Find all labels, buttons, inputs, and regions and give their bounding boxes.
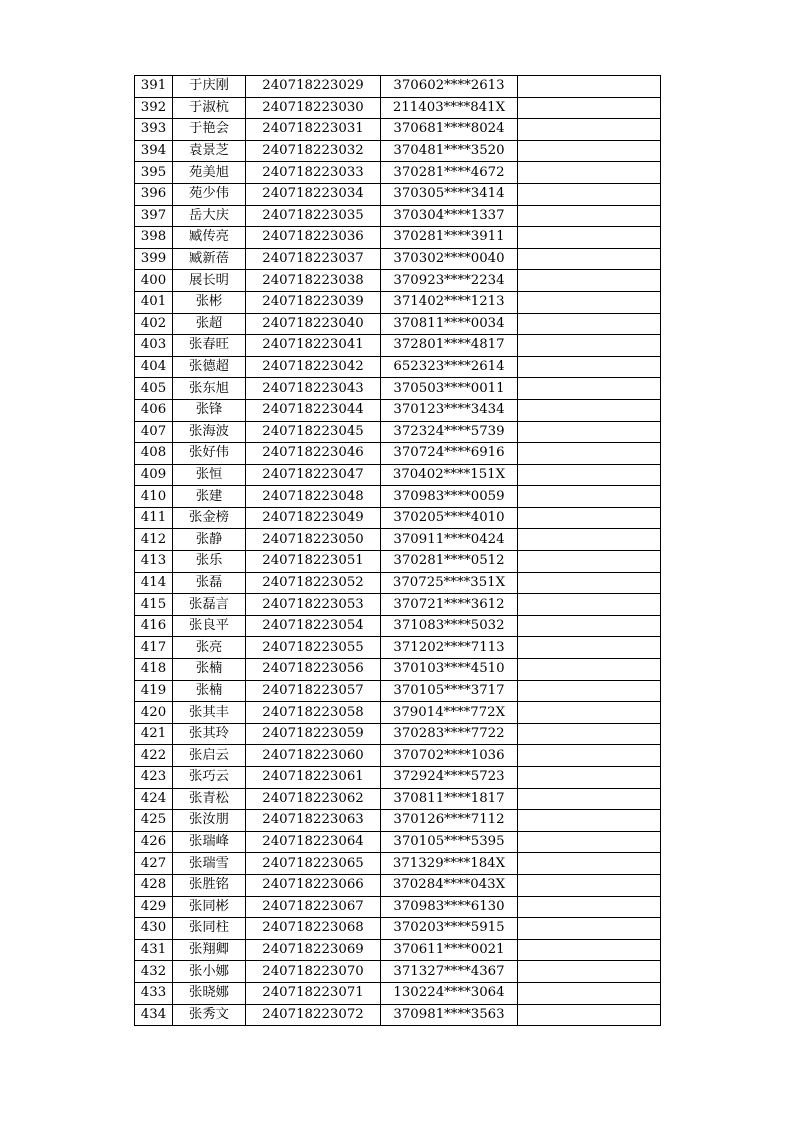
id-number-cell: 370302****0040 <box>381 248 518 270</box>
name-cell: 张楠 <box>173 680 246 702</box>
id-number-cell: 370702****1036 <box>381 745 518 767</box>
serial-number-cell: 433 <box>135 982 173 1004</box>
serial-number-cell: 418 <box>135 659 173 681</box>
name-cell: 苑少伟 <box>173 183 246 205</box>
ticket-number-cell: 240718223068 <box>246 918 381 940</box>
id-number-cell: 370725****351X <box>381 572 518 594</box>
ticket-number-cell: 240718223031 <box>246 119 381 141</box>
name-cell: 张良平 <box>173 615 246 637</box>
remarks-cell <box>518 421 661 443</box>
ticket-number-cell: 240718223030 <box>246 97 381 119</box>
ticket-number-cell: 240718223060 <box>246 745 381 767</box>
remarks-cell <box>518 335 661 357</box>
name-cell: 张汝朋 <box>173 810 246 832</box>
ticket-number-cell: 240718223062 <box>246 788 381 810</box>
remarks-cell <box>518 486 661 508</box>
table-row <box>135 831 661 853</box>
name-cell: 张巧云 <box>173 767 246 789</box>
ticket-number-cell: 240718223052 <box>246 572 381 594</box>
serial-number-cell: 407 <box>135 421 173 443</box>
serial-number-cell: 403 <box>135 335 173 357</box>
ticket-number-cell: 240718223034 <box>246 183 381 205</box>
table-row <box>135 637 661 659</box>
table-row <box>135 1004 661 1026</box>
serial-number-cell: 399 <box>135 248 173 270</box>
table-row <box>135 551 661 573</box>
table-row <box>135 378 661 400</box>
serial-number-cell: 421 <box>135 723 173 745</box>
remarks-cell <box>518 76 661 98</box>
name-cell: 张彬 <box>173 291 246 313</box>
remarks-cell <box>518 659 661 681</box>
remarks-cell <box>518 594 661 616</box>
remarks-cell <box>518 1004 661 1026</box>
remarks-cell <box>518 529 661 551</box>
name-cell: 张磊言 <box>173 594 246 616</box>
serial-number-cell: 428 <box>135 874 173 896</box>
serial-number-cell: 420 <box>135 702 173 724</box>
table-row <box>135 205 661 227</box>
id-number-cell: 370203****5915 <box>381 918 518 940</box>
id-number-cell: 652323****2614 <box>381 356 518 378</box>
id-number-cell: 370281****3911 <box>381 227 518 249</box>
remarks-cell <box>518 205 661 227</box>
ticket-number-cell: 240718223070 <box>246 961 381 983</box>
table-row <box>135 702 661 724</box>
id-number-cell: 130224****3064 <box>381 982 518 1004</box>
remarks-cell <box>518 572 661 594</box>
table-row <box>135 615 661 637</box>
table-row <box>135 443 661 465</box>
id-number-cell: 370983****6130 <box>381 896 518 918</box>
remarks-cell <box>518 140 661 162</box>
table-row <box>135 982 661 1004</box>
serial-number-cell: 410 <box>135 486 173 508</box>
name-cell: 张其丰 <box>173 702 246 724</box>
remarks-cell <box>518 356 661 378</box>
name-cell: 张晓娜 <box>173 982 246 1004</box>
id-number-cell: 370611****0021 <box>381 939 518 961</box>
ticket-number-cell: 240718223046 <box>246 443 381 465</box>
id-number-cell: 370923****2234 <box>381 270 518 292</box>
ticket-number-cell: 240718223051 <box>246 551 381 573</box>
name-cell: 张海波 <box>173 421 246 443</box>
table-row <box>135 594 661 616</box>
id-number-cell: 379014****772X <box>381 702 518 724</box>
id-number-cell: 370602****2613 <box>381 76 518 98</box>
table-row <box>135 421 661 443</box>
serial-number-cell: 411 <box>135 507 173 529</box>
ticket-number-cell: 240718223071 <box>246 982 381 1004</box>
serial-number-cell: 396 <box>135 183 173 205</box>
remarks-cell <box>518 680 661 702</box>
table-row <box>135 529 661 551</box>
table-row <box>135 680 661 702</box>
name-cell: 臧传亮 <box>173 227 246 249</box>
id-number-cell: 370981****3563 <box>381 1004 518 1026</box>
table-row <box>135 313 661 335</box>
id-number-cell: 371329****184X <box>381 853 518 875</box>
serial-number-cell: 406 <box>135 399 173 421</box>
remarks-cell <box>518 615 661 637</box>
table-row <box>135 723 661 745</box>
table-row <box>135 162 661 184</box>
name-cell: 张同彬 <box>173 896 246 918</box>
remarks-cell <box>518 745 661 767</box>
name-cell: 张锋 <box>173 399 246 421</box>
serial-number-cell: 432 <box>135 961 173 983</box>
table-row <box>135 227 661 249</box>
id-number-cell: 370283****7722 <box>381 723 518 745</box>
table-row <box>135 961 661 983</box>
table-row <box>135 486 661 508</box>
remarks-cell <box>518 723 661 745</box>
id-number-cell: 370811****1817 <box>381 788 518 810</box>
id-number-cell: 371327****4367 <box>381 961 518 983</box>
name-cell: 张乐 <box>173 551 246 573</box>
table-row <box>135 464 661 486</box>
serial-number-cell: 431 <box>135 939 173 961</box>
remarks-cell <box>518 982 661 1004</box>
id-number-cell: 370724****6916 <box>381 443 518 465</box>
name-cell: 袁景芝 <box>173 140 246 162</box>
ticket-number-cell: 240718223045 <box>246 421 381 443</box>
roster-table <box>134 75 661 1026</box>
name-cell: 臧新蓓 <box>173 248 246 270</box>
serial-number-cell: 404 <box>135 356 173 378</box>
table-row <box>135 76 661 98</box>
ticket-number-cell: 240718223059 <box>246 723 381 745</box>
table-row <box>135 183 661 205</box>
name-cell: 展长明 <box>173 270 246 292</box>
table-row <box>135 853 661 875</box>
serial-number-cell: 408 <box>135 443 173 465</box>
ticket-number-cell: 240718223063 <box>246 810 381 832</box>
table-row <box>135 572 661 594</box>
serial-number-cell: 400 <box>135 270 173 292</box>
ticket-number-cell: 240718223037 <box>246 248 381 270</box>
name-cell: 张其玲 <box>173 723 246 745</box>
ticket-number-cell: 240718223049 <box>246 507 381 529</box>
remarks-cell <box>518 853 661 875</box>
remarks-cell <box>518 399 661 421</box>
table-row <box>135 97 661 119</box>
id-number-cell: 211403****841X <box>381 97 518 119</box>
serial-number-cell: 425 <box>135 810 173 832</box>
name-cell: 张东旭 <box>173 378 246 400</box>
id-number-cell: 370126****7112 <box>381 810 518 832</box>
id-number-cell: 370284****043X <box>381 874 518 896</box>
remarks-cell <box>518 119 661 141</box>
serial-number-cell: 402 <box>135 313 173 335</box>
id-number-cell: 370481****3520 <box>381 140 518 162</box>
table-row <box>135 939 661 961</box>
ticket-number-cell: 240718223048 <box>246 486 381 508</box>
serial-number-cell: 415 <box>135 594 173 616</box>
serial-number-cell: 430 <box>135 918 173 940</box>
ticket-number-cell: 240718223061 <box>246 767 381 789</box>
serial-number-cell: 417 <box>135 637 173 659</box>
name-cell: 张建 <box>173 486 246 508</box>
table-row <box>135 810 661 832</box>
id-number-cell: 370911****0424 <box>381 529 518 551</box>
remarks-cell <box>518 918 661 940</box>
id-number-cell: 370123****3434 <box>381 399 518 421</box>
serial-number-cell: 427 <box>135 853 173 875</box>
table-row <box>135 507 661 529</box>
serial-number-cell: 423 <box>135 767 173 789</box>
ticket-number-cell: 240718223069 <box>246 939 381 961</box>
name-cell: 张秀文 <box>173 1004 246 1026</box>
id-number-cell: 370402****151X <box>381 464 518 486</box>
remarks-cell <box>518 97 661 119</box>
id-number-cell: 370103****4510 <box>381 659 518 681</box>
serial-number-cell: 419 <box>135 680 173 702</box>
ticket-number-cell: 240718223050 <box>246 529 381 551</box>
name-cell: 张小娜 <box>173 961 246 983</box>
table-row <box>135 896 661 918</box>
table-row <box>135 874 661 896</box>
serial-number-cell: 414 <box>135 572 173 594</box>
id-number-cell: 370983****0059 <box>381 486 518 508</box>
name-cell: 岳大庆 <box>173 205 246 227</box>
table-row <box>135 659 661 681</box>
ticket-number-cell: 240718223044 <box>246 399 381 421</box>
name-cell: 苑美旭 <box>173 162 246 184</box>
ticket-number-cell: 240718223066 <box>246 874 381 896</box>
id-number-cell: 370105****5395 <box>381 831 518 853</box>
name-cell: 于淑杭 <box>173 97 246 119</box>
remarks-cell <box>518 183 661 205</box>
table-row <box>135 918 661 940</box>
name-cell: 张启云 <box>173 745 246 767</box>
name-cell: 张楠 <box>173 659 246 681</box>
serial-number-cell: 405 <box>135 378 173 400</box>
serial-number-cell: 422 <box>135 745 173 767</box>
id-number-cell: 370305****3414 <box>381 183 518 205</box>
table-row <box>135 745 661 767</box>
ticket-number-cell: 240718223055 <box>246 637 381 659</box>
serial-number-cell: 416 <box>135 615 173 637</box>
remarks-cell <box>518 291 661 313</box>
id-number-cell: 370811****0034 <box>381 313 518 335</box>
id-number-cell: 371402****1213 <box>381 291 518 313</box>
ticket-number-cell: 240718223038 <box>246 270 381 292</box>
id-number-cell: 372801****4817 <box>381 335 518 357</box>
ticket-number-cell: 240718223036 <box>246 227 381 249</box>
remarks-cell <box>518 313 661 335</box>
ticket-number-cell: 240718223039 <box>246 291 381 313</box>
remarks-cell <box>518 162 661 184</box>
id-number-cell: 371202****7113 <box>381 637 518 659</box>
ticket-number-cell: 240718223042 <box>246 356 381 378</box>
table-row <box>135 335 661 357</box>
name-cell: 张磊 <box>173 572 246 594</box>
id-number-cell: 371083****5032 <box>381 615 518 637</box>
name-cell: 于艳会 <box>173 119 246 141</box>
serial-number-cell: 401 <box>135 291 173 313</box>
name-cell: 张青松 <box>173 788 246 810</box>
id-number-cell: 370304****1337 <box>381 205 518 227</box>
remarks-cell <box>518 270 661 292</box>
serial-number-cell: 409 <box>135 464 173 486</box>
remarks-cell <box>518 896 661 918</box>
table-row <box>135 356 661 378</box>
id-number-cell: 370503****0011 <box>381 378 518 400</box>
name-cell: 张好伟 <box>173 443 246 465</box>
id-number-cell: 370205****4010 <box>381 507 518 529</box>
id-number-cell: 370681****8024 <box>381 119 518 141</box>
serial-number-cell: 394 <box>135 140 173 162</box>
remarks-cell <box>518 378 661 400</box>
remarks-cell <box>518 874 661 896</box>
serial-number-cell: 412 <box>135 529 173 551</box>
id-number-cell: 370281****0512 <box>381 551 518 573</box>
serial-number-cell: 391 <box>135 76 173 98</box>
remarks-cell <box>518 227 661 249</box>
serial-number-cell: 413 <box>135 551 173 573</box>
remarks-cell <box>518 767 661 789</box>
id-number-cell: 370105****3717 <box>381 680 518 702</box>
name-cell: 张静 <box>173 529 246 551</box>
ticket-number-cell: 240718223043 <box>246 378 381 400</box>
remarks-cell <box>518 961 661 983</box>
ticket-number-cell: 240718223057 <box>246 680 381 702</box>
serial-number-cell: 397 <box>135 205 173 227</box>
remarks-cell <box>518 831 661 853</box>
name-cell: 张金榜 <box>173 507 246 529</box>
serial-number-cell: 434 <box>135 1004 173 1026</box>
table-row <box>135 399 661 421</box>
name-cell: 张德超 <box>173 356 246 378</box>
ticket-number-cell: 240718223032 <box>246 140 381 162</box>
ticket-number-cell: 240718223053 <box>246 594 381 616</box>
ticket-number-cell: 240718223035 <box>246 205 381 227</box>
id-number-cell: 370721****3612 <box>381 594 518 616</box>
table-row <box>135 767 661 789</box>
ticket-number-cell: 240718223064 <box>246 831 381 853</box>
ticket-number-cell: 240718223067 <box>246 896 381 918</box>
ticket-number-cell: 240718223033 <box>246 162 381 184</box>
serial-number-cell: 429 <box>135 896 173 918</box>
name-cell: 张亮 <box>173 637 246 659</box>
serial-number-cell: 395 <box>135 162 173 184</box>
id-number-cell: 372324****5739 <box>381 421 518 443</box>
table-row <box>135 140 661 162</box>
name-cell: 张恒 <box>173 464 246 486</box>
name-cell: 张胜铭 <box>173 874 246 896</box>
roster-table-body <box>135 76 661 1026</box>
remarks-cell <box>518 443 661 465</box>
table-row <box>135 788 661 810</box>
serial-number-cell: 393 <box>135 119 173 141</box>
id-number-cell: 372924****5723 <box>381 767 518 789</box>
ticket-number-cell: 240718223047 <box>246 464 381 486</box>
remarks-cell <box>518 788 661 810</box>
serial-number-cell: 392 <box>135 97 173 119</box>
name-cell: 张翔卿 <box>173 939 246 961</box>
ticket-number-cell: 240718223056 <box>246 659 381 681</box>
ticket-number-cell: 240718223072 <box>246 1004 381 1026</box>
table-row <box>135 270 661 292</box>
name-cell: 于庆刚 <box>173 76 246 98</box>
name-cell: 张瑞雪 <box>173 853 246 875</box>
remarks-cell <box>518 702 661 724</box>
serial-number-cell: 426 <box>135 831 173 853</box>
ticket-number-cell: 240718223040 <box>246 313 381 335</box>
remarks-cell <box>518 810 661 832</box>
ticket-number-cell: 240718223058 <box>246 702 381 724</box>
roster-sheet <box>134 75 661 1026</box>
serial-number-cell: 424 <box>135 788 173 810</box>
ticket-number-cell: 240718223065 <box>246 853 381 875</box>
id-number-cell: 370281****4672 <box>381 162 518 184</box>
ticket-number-cell: 240718223041 <box>246 335 381 357</box>
table-row <box>135 291 661 313</box>
ticket-number-cell: 240718223029 <box>246 76 381 98</box>
remarks-cell <box>518 637 661 659</box>
remarks-cell <box>518 551 661 573</box>
ticket-number-cell: 240718223054 <box>246 615 381 637</box>
serial-number-cell: 398 <box>135 227 173 249</box>
table-row <box>135 119 661 141</box>
name-cell: 张春旺 <box>173 335 246 357</box>
name-cell: 张同柱 <box>173 918 246 940</box>
table-row <box>135 248 661 270</box>
name-cell: 张超 <box>173 313 246 335</box>
remarks-cell <box>518 464 661 486</box>
name-cell: 张瑞峰 <box>173 831 246 853</box>
remarks-cell <box>518 248 661 270</box>
remarks-cell <box>518 939 661 961</box>
remarks-cell <box>518 507 661 529</box>
